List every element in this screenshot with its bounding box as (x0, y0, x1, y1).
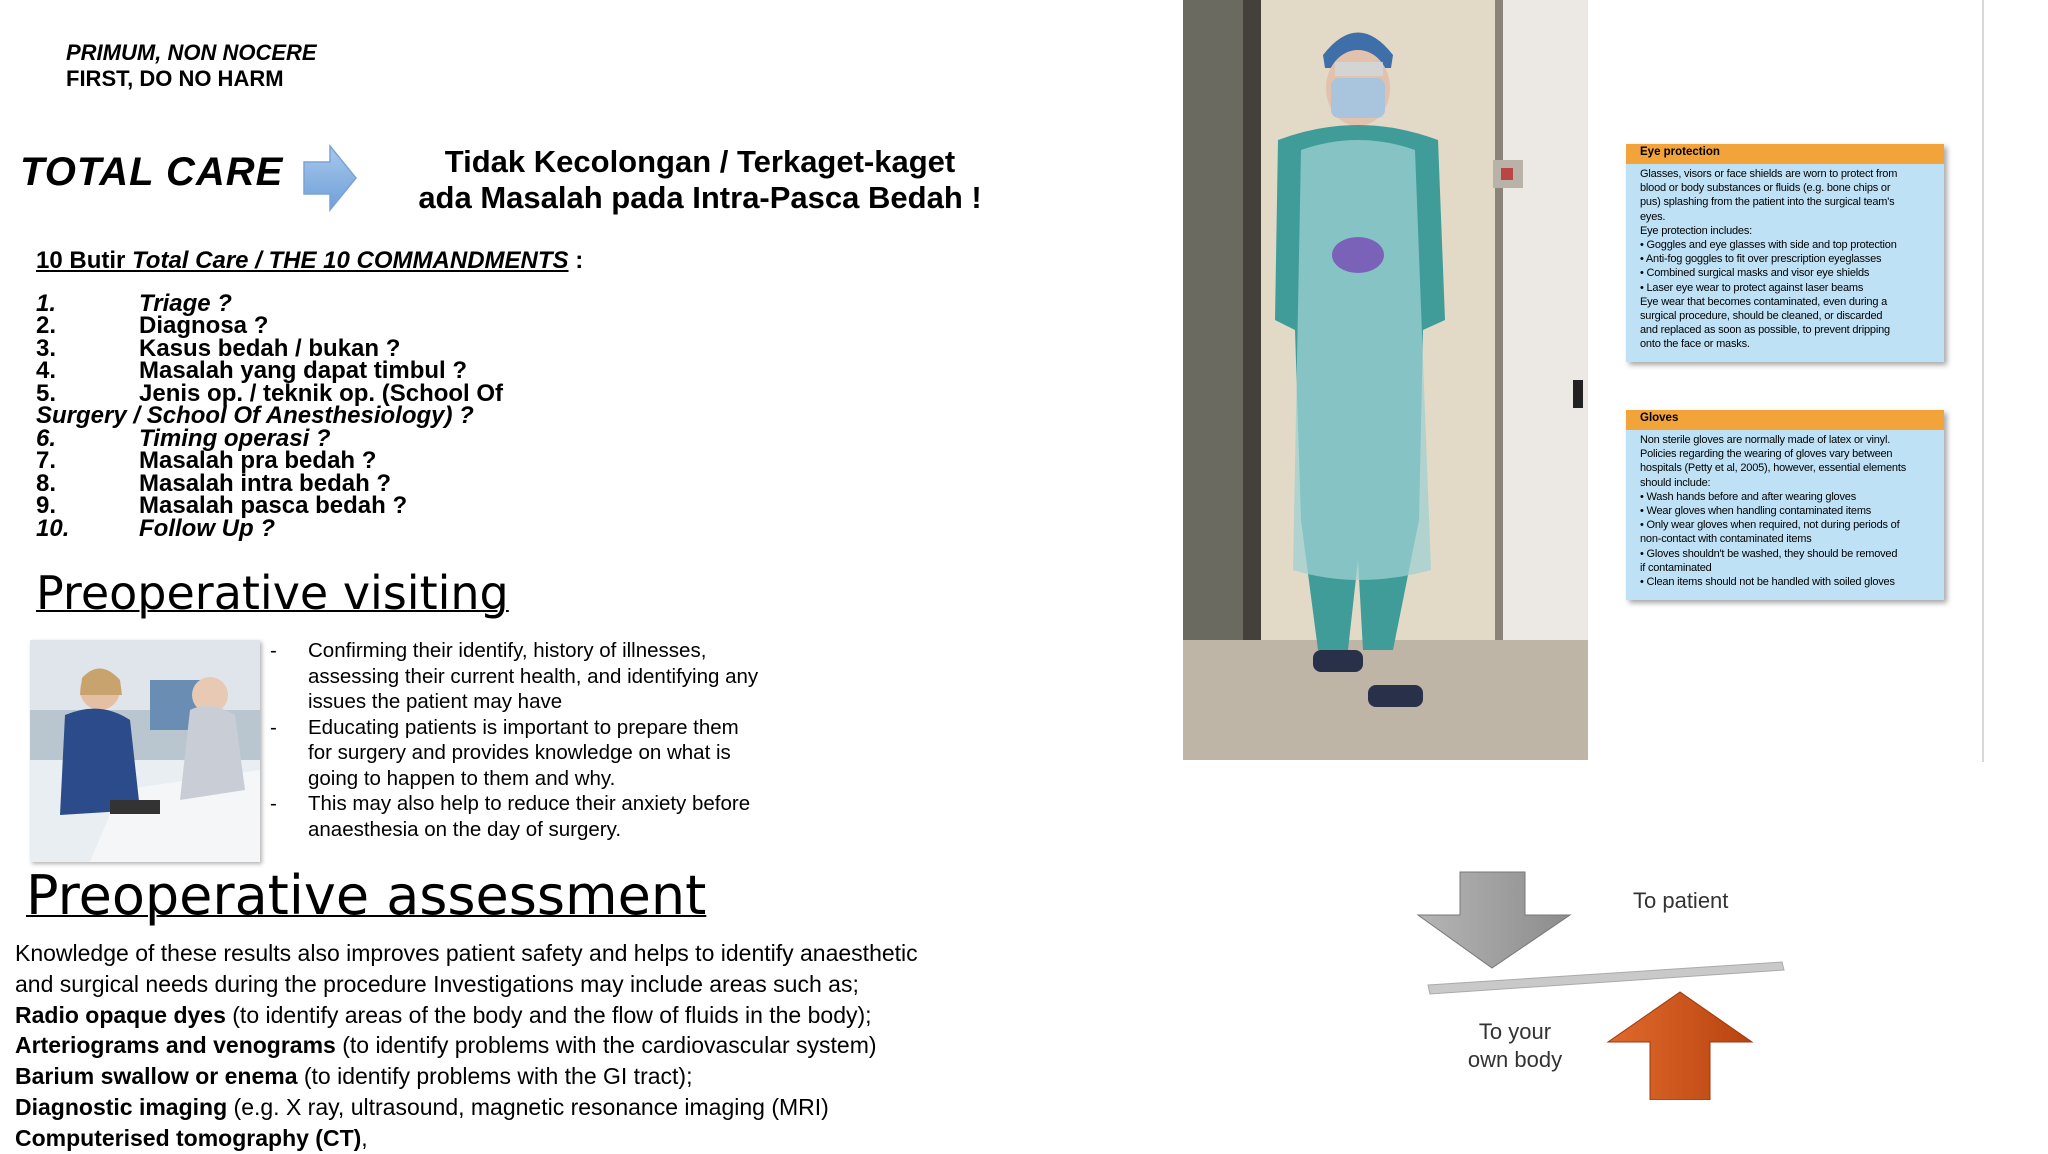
panel-line: • Gloves shouldn't be washed, they should be removed (1640, 547, 1898, 560)
commandment-item (36, 514, 596, 542)
eye-protection-text (1626, 164, 1944, 356)
commandment-number: 6. (36, 424, 57, 452)
gloves-title: Gloves (1626, 410, 1944, 430)
commandment-number: 4. (36, 357, 57, 384)
panel-line: • Wash hands before and after wearing gloves (1640, 490, 1856, 503)
visiting-bullet (270, 715, 760, 792)
commandment-text: Diagnosa ? (139, 312, 269, 339)
investigation-item (15, 1123, 1015, 1154)
investigation-purpose: (to identify problems with the GI tract); (297, 1063, 693, 1090)
commandments-heading-prefix: 10 Butir (36, 247, 133, 274)
commandment-item (36, 492, 596, 519)
panel-line: hospitals (Petty et al, 2005), however, essential elements (1640, 462, 1906, 475)
preop-visiting-title: Preoperative visiting (36, 566, 509, 620)
preop-visiting-bullets (270, 638, 760, 842)
gloves-panel (1626, 410, 1944, 600)
panel-line: • Wear gloves when handling contaminated items (1640, 505, 1872, 518)
panel-line: • Anti-fog goggles to fit over prescription eyeglasses (1640, 253, 1882, 266)
tidak-line-2: ada Masalah pada Intra-Pasca Bedah ! (418, 180, 982, 215)
panel-line: onto the face or masks. (1640, 338, 1750, 351)
tidak-line-1: Tidak Kecolongan / Terkaget-kaget (444, 144, 956, 179)
investigation-name: Barium swallow or enema (15, 1063, 298, 1090)
investigation-purpose: (to identify areas of the body and the flow of fluids in the body); (225, 1001, 872, 1028)
panel-line: Eye wear that becomes contaminated, even during a (1640, 295, 1888, 308)
to-own-body-line-1: To your (1478, 1019, 1552, 1044)
balance-line (1428, 962, 1784, 994)
commandment-text: Surgery / School Of Anesthesiology) ? (36, 402, 474, 429)
panel-line: and replaced as soon as possible, to prevent dripping (1640, 324, 1890, 337)
bullet-dash: - (270, 792, 277, 815)
commandments-heading (36, 247, 596, 274)
panel-line: if contaminated (1640, 561, 1712, 574)
panel-line: • Clean items should not be handled with soiled gloves (1640, 576, 1895, 589)
commandment-text: Follow Up ? (139, 514, 275, 542)
panel-line: Eye protection includes: (1640, 224, 1752, 237)
preop-assessment-title: Preoperative assessment (26, 864, 707, 927)
panel-line: eyes. (1640, 210, 1666, 223)
panel-line: pus) splashing from the patient into the surgical team's (1640, 196, 1895, 209)
commandments-heading-italic: Total Care / THE 10 COMMANDMENTS (132, 247, 569, 274)
panel-line: blood or body substances or fluids (e.g. bone chips or (1640, 182, 1891, 195)
right-arrow-icon (302, 144, 358, 212)
assessment-items (15, 1000, 1015, 1154)
panel-line: Glasses, visors or face shields are worn to protect from (1640, 168, 1898, 180)
investigation-item (15, 1061, 1015, 1092)
commandment-number: 1. (36, 289, 57, 317)
investigation-purpose: (e.g. X ray, ultrasound, magnetic resonance imaging (MRI) (227, 1093, 829, 1120)
commandment-number: 3. (36, 334, 57, 362)
bullet-text: Educating patients is important to prepare them for surgery and provides knowledge on what is going to happen to them and why. (308, 715, 739, 790)
bullet-text: Confirming their identify, history of illnesses, assessing their current health, and identifying any issues the patient may have (308, 639, 759, 713)
commandment-text: Masalah pra bedah ? (139, 447, 377, 474)
motto-english: FIRST, DO NO HARM (66, 66, 284, 91)
assessment-intro-2: and surgical needs during the procedure Investigations may include areas such as; (15, 970, 859, 997)
gloves-text (1626, 430, 1944, 593)
eye-protection-title: Eye protection (1626, 144, 1944, 164)
motto-latin: PRIMUM, NON NOCERE (66, 40, 317, 65)
panel-line: Non sterile gloves are normally made of latex or vinyl. (1640, 434, 1891, 446)
tidak-kecolongan-text (370, 144, 1030, 216)
investigation-name: Diagnostic imaging (15, 1093, 228, 1120)
to-own-body-label (1440, 1018, 1590, 1074)
panel-line: • Combined surgical masks and visor eye shields (1640, 267, 1870, 280)
visiting-bullet (270, 791, 760, 842)
investigation-purpose: , (361, 1124, 368, 1151)
bullet-dash: - (270, 715, 277, 739)
commandments-heading-suffix: : (568, 247, 584, 274)
investigation-item (15, 1092, 1015, 1123)
exposure-flow-diagram (1400, 860, 1800, 1100)
motto (66, 40, 317, 92)
commandment-number: 8. (36, 469, 57, 497)
panel-line: should include: (1640, 476, 1711, 489)
investigation-purpose: (to identify problems with the cardiovascular system) (335, 1032, 877, 1059)
visiting-bullet (270, 638, 760, 715)
panel-line: surgical procedure, should be cleaned, or discarded (1640, 310, 1883, 323)
nurse-patient-photo (30, 640, 260, 862)
to-own-body-line-2: own body (1467, 1047, 1563, 1072)
ten-commandments (36, 247, 596, 542)
panel-line: Policies regarding the wearing of gloves vary between (1640, 448, 1893, 461)
investigation-name: Arteriograms and venograms (15, 1032, 336, 1059)
commandment-text: Timing operasi ? (139, 424, 331, 452)
commandment-number: 10. (36, 514, 70, 542)
investigation-name: Computerised tomography (CT) (15, 1124, 362, 1151)
panel-line: • Laser eye wear to protect against laser beams (1640, 281, 1864, 294)
eye-protection-panel (1626, 144, 1944, 362)
vertical-divider (1982, 0, 1984, 762)
commandment-text: Masalah intra bedah ? (139, 469, 392, 497)
ppe-nurse-photo (1183, 0, 1588, 760)
commandment-number: 9. (36, 492, 57, 519)
commandment-text: Masalah pasca bedah ? (139, 492, 408, 519)
commandment-number: 7. (36, 447, 57, 474)
panel-line: non-contact with contaminated items (1640, 533, 1812, 546)
assessment-intro-1: Knowledge of these results also improves patient safety and helps to identify anaesthetic (15, 940, 918, 966)
commandment-item (36, 289, 596, 317)
panel-line: • Goggles and eye glasses with side and top protection (1640, 239, 1897, 252)
bullet-text: This may also help to reduce their anxiety before anaesthesia on the day of surgery. (308, 792, 751, 841)
commandment-text: Masalah yang dapat timbul ? (139, 357, 468, 384)
commandment-text: Jenis op. / teknik op. (School Of (139, 379, 504, 407)
commandment-text: Kasus bedah / bukan ? (139, 334, 401, 362)
commandment-number: 5. (36, 379, 57, 407)
investigation-item (15, 1030, 1015, 1061)
commandment-text: Triage ? (139, 289, 232, 317)
total-care-title: TOTAL CARE (20, 150, 284, 194)
bullet-dash: - (270, 639, 277, 662)
down-arrow-icon (1418, 872, 1570, 968)
up-arrow-icon (1608, 992, 1752, 1100)
commandment-number: 2. (36, 312, 57, 339)
to-patient-label: To patient (1633, 888, 1729, 913)
investigation-name: Radio opaque dyes (15, 1001, 226, 1028)
panel-line: • Only wear gloves when required, not during periods of (1640, 519, 1900, 532)
commandments-list (36, 289, 596, 542)
investigation-item (15, 1000, 1015, 1031)
preop-assessment-body (15, 938, 1015, 1154)
